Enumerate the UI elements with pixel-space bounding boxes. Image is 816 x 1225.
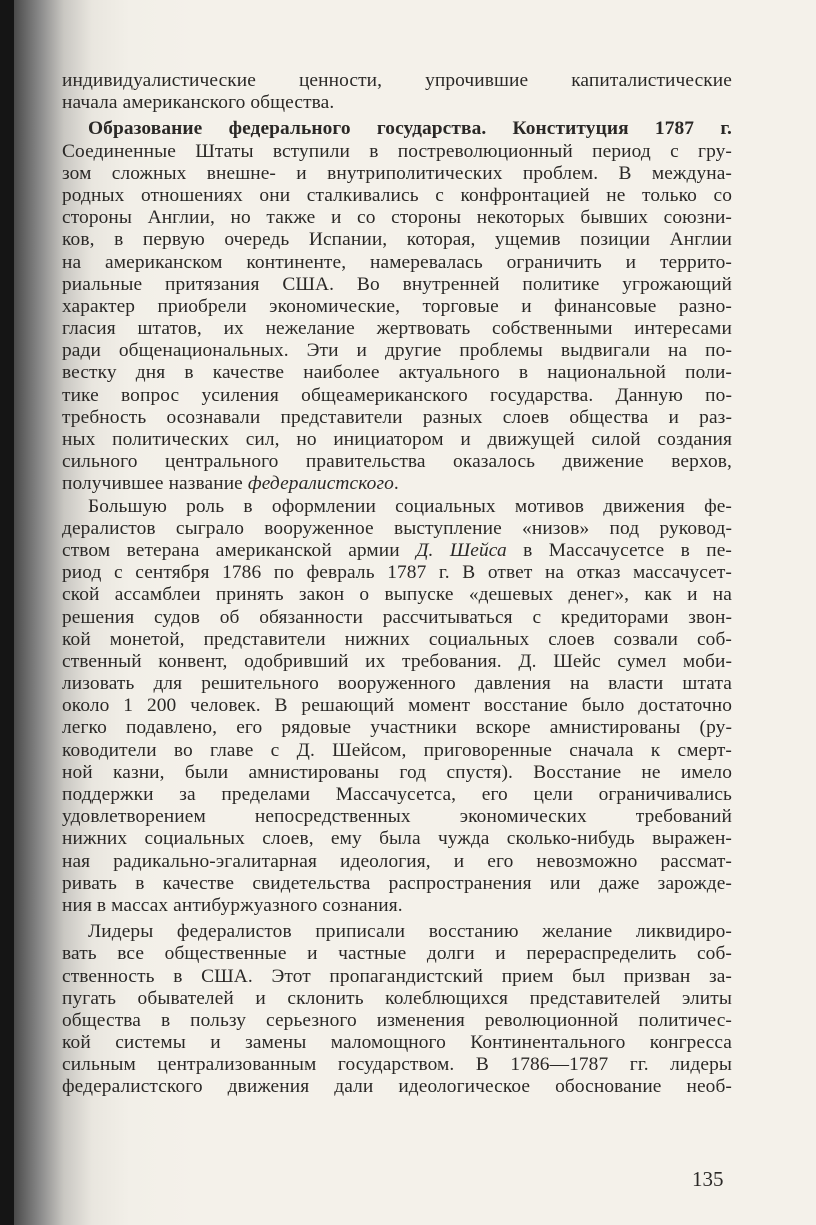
text-line-italic-name: ством ветерана американской армии Д. Шейса в Массачусетсе в пе-: [62, 539, 732, 561]
text-line: поддержки за пределами Массачусетса, его цели ограничивались: [62, 784, 732, 805]
text-line: ков, в первую очередь Испании, которая, ущемив позиции Англии: [62, 229, 732, 251]
text-line: удовлетворением непосредственных экономических требований: [62, 806, 732, 828]
text-line: Соединенные Штаты вступили в постреволюционный период с гру-: [62, 140, 732, 162]
text-line: родных отношениях они сталкивались с конфронтацией не только со: [62, 184, 732, 206]
text-line: индивидуалистические ценности, упрочившие капиталистические: [62, 70, 732, 91]
italic-term: федералистского: [247, 473, 394, 495]
text-line: дералистов сыграло вооруженное выступление «низов» под руковод-: [62, 517, 732, 539]
text-line: пугать обывателей и склонить колеблющихся представителей элиты: [62, 987, 732, 1009]
text-line: около 1 200 человек. В решающий момент восстание было достаточно: [62, 695, 732, 717]
text-line: на американском континенте, намеревалась ограничить и террито-: [62, 251, 732, 273]
text-line: решения судов об обязанности рассчитываться с кредиторами звон-: [62, 606, 732, 628]
text-line: начала американского общества.: [62, 92, 335, 114]
text-line: сильным централизованным государством. В 1786—1787 гг. лидеры: [62, 1054, 732, 1076]
text-line: ривать в качестве свидетельства распространения или даже зарожде-: [62, 872, 732, 894]
text-line-italic-end: получившее название федералистского.: [62, 473, 399, 495]
text-line: гласия штатов, их нежелание жертвовать собственными интересами: [62, 318, 732, 340]
text-line: риод с сентября 1786 по февраль 1787 г. В ответ на отказ массачусет-: [62, 562, 732, 584]
text-line: характер приобрели экономические, торговые и финансовые разно-: [62, 295, 732, 317]
text-line: ководители во главе с Д. Шейсом, приговоренные сначала к смерт-: [62, 739, 732, 761]
text-line: тике вопрос усиления общеамериканского государства. Данную по-: [62, 384, 732, 406]
text-line: ради общенациональных. Эти и другие проблемы выдвигали на по-: [62, 340, 732, 362]
text-line: требность осознавали представители разных слоев общества и раз-: [62, 406, 732, 428]
page-text: [62, 70, 732, 1099]
text-line: ная радикально-эгалитарная идеология, и его невозможно рассмат-: [62, 850, 732, 872]
text-line: вать все общественные и частные долги и перераспределить соб-: [62, 943, 732, 965]
book-spine-shadow: [0, 0, 14, 1225]
text-line: Лидеры федералистов приписали восстанию желание ликвидиро-: [88, 921, 732, 943]
text-line: Большую роль в оформлении социальных мотивов движения фе-: [88, 495, 732, 517]
text-line: общества в пользу серьезного изменения революционной политичес-: [62, 1009, 732, 1031]
text-line: нижних социальных слоев, ему была чужда сколько-нибудь выражен-: [62, 828, 732, 850]
text-line: кой системы и замены маломощного Континентального конгресса: [62, 1032, 732, 1054]
text-line: ской ассамблеи принять закон о выпуске «дешевых денег», как и на: [62, 584, 732, 606]
text-line: кой монетой, представители нижних социальных слоев созвали соб-: [62, 628, 732, 650]
text-line: риальные притязания США. Во внутренней политике угрожающий: [62, 273, 732, 295]
text-line: лизовать для решительного вооруженного давления на власти штата: [62, 673, 732, 695]
text-line: ственность в США. Этот пропагандистский прием был призван за-: [62, 965, 732, 987]
text-line: ния в массах антибуржуазного сознания.: [62, 894, 403, 916]
text-line: стороны Англии, но также и со стороны некоторых бывших союзни-: [62, 207, 732, 229]
text-line: ных политических сил, но инициатором и движущей силой создания: [62, 429, 732, 450]
text-line: вестку дня в качестве наиболее актуального в национальной поли-: [62, 362, 732, 384]
page-number: 135: [692, 1167, 724, 1191]
text-line: зом сложных внешне- и внутриполитических проблем. В междуна-: [62, 162, 732, 184]
text-line: легко подавлено, его рядовые участники вскоре амнистированы (ру-: [62, 717, 732, 739]
text-line: ственный конвент, одобривший их требования. Д. Шейс сумел моби-: [62, 650, 732, 672]
text-line: федералистского движения дали идеологическое обоснование необ-: [62, 1076, 732, 1098]
italic-term: Д. Шейса: [416, 539, 507, 561]
section-heading: Образование федерального государства. Конституция 1787 г.: [88, 118, 732, 140]
text-line: ной казни, были амнистированы год спустя). Восстание не имело: [62, 761, 732, 783]
text-line: сильного центрального правительства оказалось движение верхов,: [62, 451, 732, 473]
